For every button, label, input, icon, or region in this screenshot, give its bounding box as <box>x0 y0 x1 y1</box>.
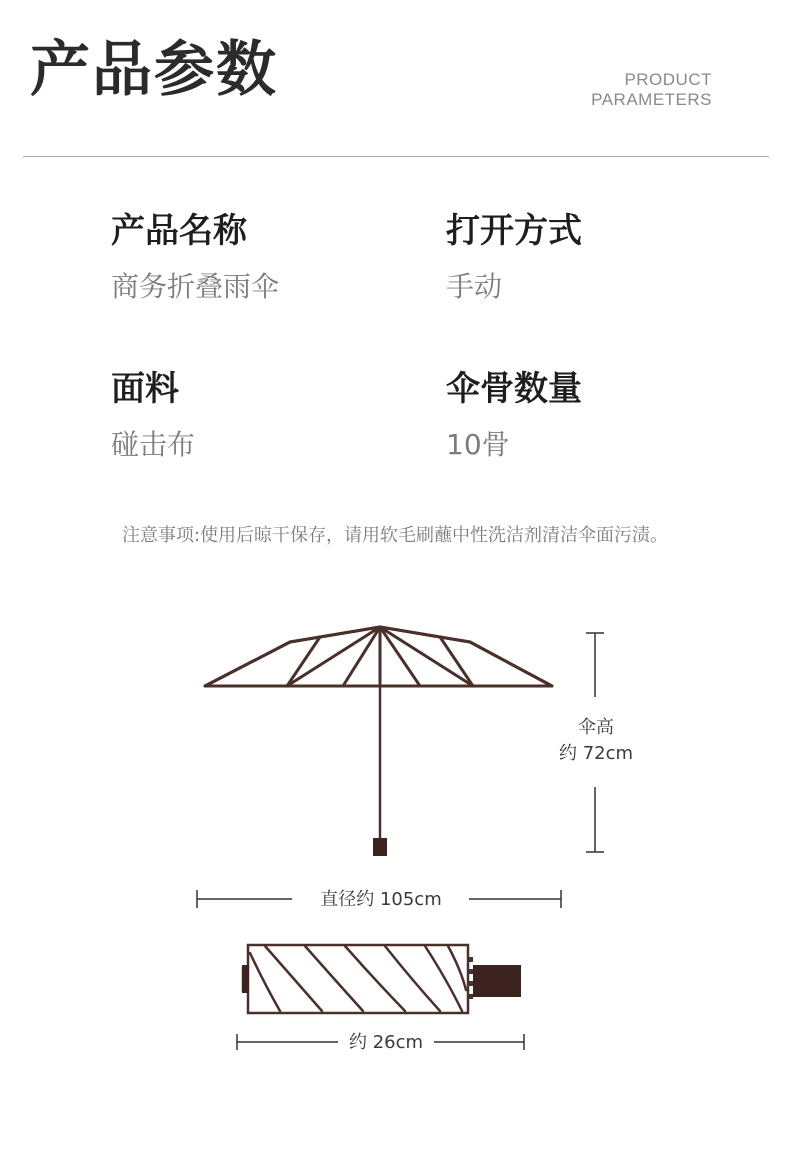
subtitle-line-1: PRODUCT <box>624 70 712 89</box>
folded-umbrella-tip <box>242 965 249 993</box>
param-value: 手动 <box>446 270 503 303</box>
open-umbrella-illustration <box>205 627 552 840</box>
folded-umbrella-handle <box>473 965 521 997</box>
param-label: 伞骨数量 <box>446 369 582 409</box>
param-label: 面料 <box>111 369 179 409</box>
param-label: 产品名称 <box>111 211 247 251</box>
param-value: 10骨 <box>446 428 510 461</box>
page-title: 产品参数 <box>30 35 278 105</box>
folded-umbrella-illustration <box>243 945 468 1013</box>
param-label: 打开方式 <box>446 211 582 251</box>
umbrella-handle <box>373 838 387 856</box>
folded-length-label: 约 26cm <box>348 1032 424 1053</box>
diameter-label: 直径约 105cm <box>320 889 442 910</box>
height-value: 约 72cm <box>558 743 634 764</box>
care-note: 注意事项:使用后晾干保存，请用软毛刷蘸中性洗洁剂清洁伞面污渍。 <box>121 525 669 546</box>
subtitle-line-2: PARAMETERS <box>591 90 712 109</box>
param-value: 碰击布 <box>111 428 196 461</box>
param-value: 商务折叠雨伞 <box>111 270 280 303</box>
height-label: 伞高 <box>578 717 614 738</box>
